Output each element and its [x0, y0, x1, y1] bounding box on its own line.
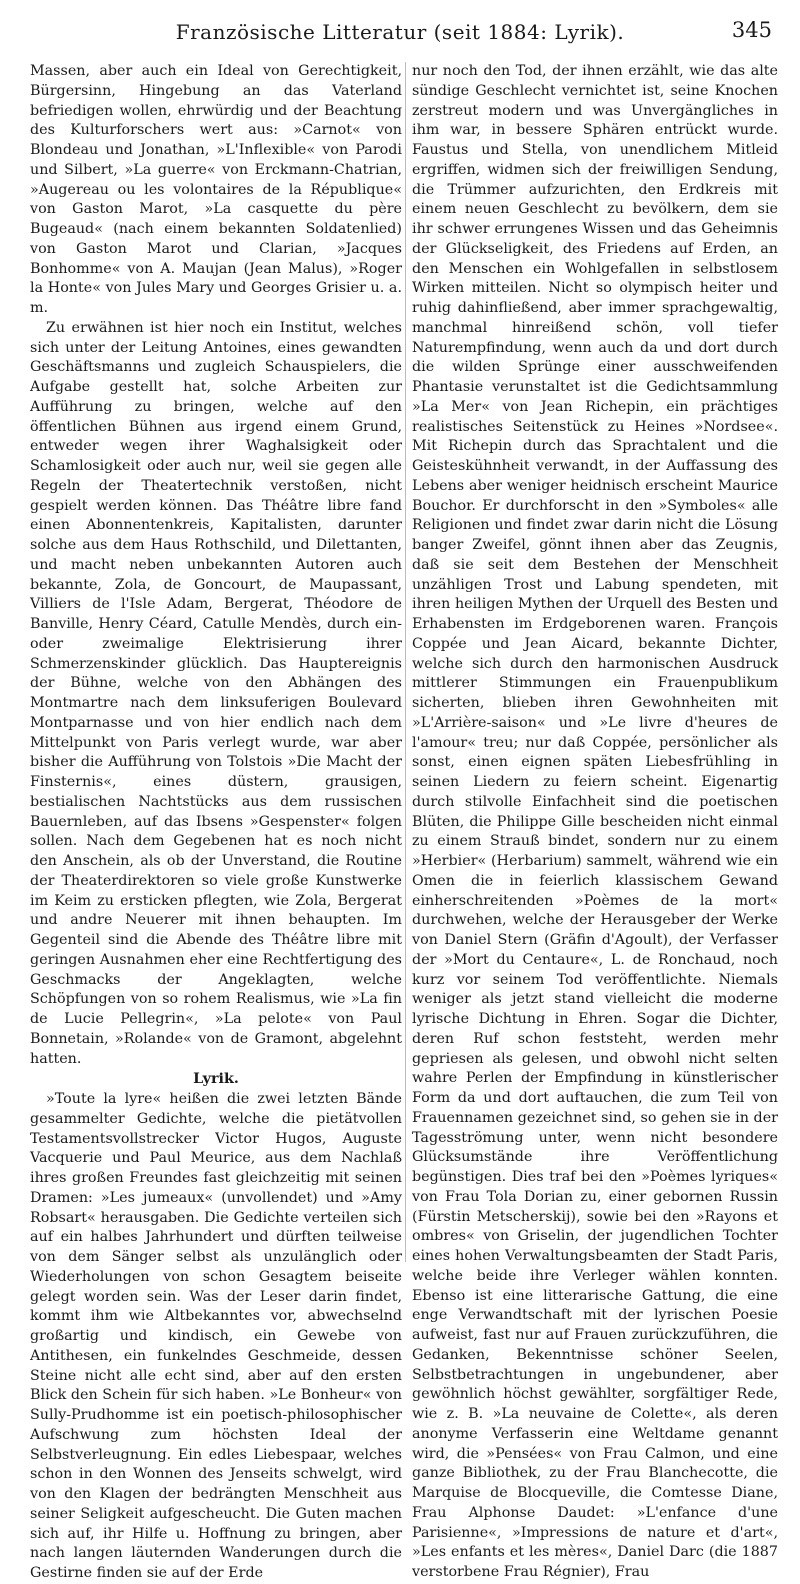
paragraph: Massen, aber auch ein Ideal von Gerechtigkeit, Bürgersinn, Hingebung an das Vaterland befriedigen wollen, ehrwürdig und der Beachtung des Kulturforschers wert aus: »Carnot« von Blondeau und Jonathan, »L'Inflexible« von Parodi und Silbert, »La guerre« von Erckmann-Chatrian, »Augereau ou les volontaires de la République« von Gaston Marot, »La casquette du père Bugeaud« (nach einem bekannten Soldatenlied) von Gaston Marot und Clarian, »Jacques Bonhomme« von A. Maujan (Jean Malus), »Roger la Honte« von Jules Mary und Georges Grisier u. a. m.	[30, 63, 402, 316]
running-title: Französische Litteratur (seit 1884: Lyrik).	[175, 20, 625, 44]
page-number: 345	[731, 18, 772, 42]
paragraph: nur noch den Tod, der ihnen erzählt, wie das alte sündige Geschlecht vernichtet ist, seine Knochen zerstreut modern und was Unvergängliches in ihm war, in bessere Sphären entrückt wurde. Faustus und Stella, von unendlichem Mitleid ergriffen, widmen sich der freiwilligen Sendung, die Trümmer aufzurichten, den Erdkreis mit einem neuen Geschlecht zu bevölkern, dem sie ihr schwer errungenes Wissen und das Geheimnis der Glückseligkeit, des Friedens auf Erden, an den Menschen ein Wohlgefallen in selbstlosem Wirken mitteilen. Nicht so olympisch heiter und ruhig dahinfließend, aber immer sprachgewaltig, manchmal hinreißend schön, voll tiefer Naturempfindung, wenn auch da und dort durch die wilden Sprünge einer ausschweifenden Phantasie verunstaltet ist die Gedichtsammlung »La Mer« von Jean Richepin, ein prächtiges realistisches Seitenstück zu Heines »Nordsee«. Mit Richepin durch das Sprachtalent und die Geisteskühnheit verwandt, in der Auffassung des Lebens aber weniger heidnisch erscheint Maurice Bouchor. Er durchforscht in den »Symboles« alle Religionen und findet zwar darin nicht die Lösung banger Zweifel, gönnt ihnen aber das Zeugnis, daß sie seit dem Bestehen der Menschheit unzähligen Trost und Labung spendeten, mit ihren heiligen Mythen der Urquell des Besten und Erhabensten im Erdgeborenen waren. François Coppée und Jean Aicard, bekannte Dichter, welche sich durch den harmonischen Ausdruck mittlerer Stimmungen ein Frauenpublikum sicherten, blieben ihren Gewohnheiten mit »L'Arrière-saison« und »Le livre d'heures de l'amour« treu; nur daß Coppée, persönlicher als sonst, einen eignen späten Liebesfrühling in seinen Liedern zu feiern scheint. Eigenartig durch stilvolle Einfachheit sind die poetischen Blüten, die Philippe Gille bescheiden nicht einmal zu einem Strauß bindet, sondern nur zu einem »Herbier« (Herbarium) sammelt, während wie ein Omen die in feierlich klassischem Gewand einherschreitenden »Poèmes de la mort« durchwehen, welche der Herausgeber der Werke von Daniel Stern (Gräfin d'Agoult), der Verfasser der »Mort du Centaure«, L. de Ronchaud, noch kurz vor seinem Tod veröffentlichte. Niemals weniger als jetzt stand vielleicht die moderne lyrische Dichtung in Ehren. Sogar die Dichter, deren Ruf schon feststeht, werden mehr gepriesen als gelesen, und obwohl nicht selten wahre Perlen der Empfindung in künstlerischer Form da und dort auftauchen, die zum Teil von Frauennamen gezeichnet sind, so gehen sie in der Tagesströmung unter, wenn nicht besondere Glücksumstände ihre Veröffentlichung begünstigen. Dies traf bei den »Poèmes lyriques« von Frau Tola Dorian zu, einer gebornen Russin (Fürstin Metscherskij), sowie bei den »Rayons et ombres« von Griselin, der jugendlichen Tochter eines hohen Verwaltungsbeamten der Stadt Paris, welche beide ihre Verleger wählen konnten. Ebenso ist eine litterarische Gattung, die eine enge Verwandtschaft mit der lyrischen Poesie aufweist, fast nur auf Frauen zurückzuführen, die Gedanken, Bekenntnisse schöner Seelen, Selbstbetrachtungen in ungebundener, aber gewöhnlich höchst gewählter, sorgfältiger Rede, wie z. B. »La neuvaine de Colette«, als deren anonyme Verfasserin eine Weltdame genannt wird, die »Pensées« von Frau Calmon, und eine ganze Bibliothek, zu der Frau Blanchecotte, die Marquise de Blocqueville, die Comtesse Diane, Frau Alphonse Daudet: »L'enfance d'une Parisienne«, »Impressions de nature et d'art«, »Les enfants et les mères«, Daniel Darc (die 1887 verstorbene Frau Régnier), Frau	[412, 63, 778, 1580]
column-divider	[405, 62, 406, 1262]
page-header	[28, 14, 772, 54]
left-column	[30, 62, 402, 1584]
paragraph: Zu erwähnen ist hier noch ein Institut, welches sich unter der Leitung Antoines, eines gewandten Geschäftsmanns und zugleich Schauspielers, die Aufgabe gestellt hat, solche Arbeiten zur Aufführung zu bringen, welche auf den öffentlichen Bühnen aus irgend einem Grund, entweder wegen ihrer Waghalsigkeit oder Schamlosigkeit oder auch nur, weil sie gegen alle Regeln der Theatertechnik verstoßen, nicht gespielt werden können. Das Théâtre libre fand einen Abonnentenkreis, Kapitalisten, darunter solche aus dem Haus Rothschild, und Dilettanten, und macht neben unbekannten Autoren auch bekannte, Zola, de Goncourt, de Maupassant, Villiers de l'Isle Adam, Bergerat, Théodore de Banville, Henry Céard, Catulle Mendès, durch ein- oder zweimalige Elektrisierung ihrer Schmerzenskinder glücklich. Das Hauptereignis der Bühne, welche von den Abhängen des Montmartre nach dem linksuferigen Boulevard Montparnasse und von hier endlich nach dem Mittelpunkt von Paris verlegt wurde, war aber bisher die Aufführung von Tolstois »Die Macht der Finsternis«, eines düstern, grausigen, bestialischen Nachtstücks aus dem russischen Bauernleben, auf das Ibsens »Gespenster« folgen sollen. Nach dem Gegebenen hat es noch nicht den Anschein, als ob der Unverstand, die Routine der Theaterdirektoren so viele große Kunstwerke im Keim zu ersticken pflegten, wie Zola, Bergerat und andre Neuerer mit ihnen behaupten. Im Gegenteil sind die Abende des Théâtre libre mit geringen Ausnahmen eher eine Rechtfertigung des Geschmacks der Angeklagten, welche Schöpfungen von so rohem Realismus, wie »La fin de Lucie Pellegrin«, »La pelote« von Paul Bonnetain, »Rolande« von de Gramont, abgelehnt hatten.	[30, 319, 402, 1067]
paragraph: »Toute la lyre« heißen die zwei letzten Bände gesammelter Gedichte, welche die pietätvollen Testamentsvollstrecker Victor Hugos, Auguste Vacquerie und Paul Meurice, aus dem Nachlaß ihres großen Freundes fast gleichzeitig mit seinen Dramen: »Les jumeaux« (unvollendet) und »Amy Robsart« herausgaben. Die Gedichte verteilen sich auf ein halbes Jahrhundert und dürften teilweise von dem Sänger selbst als unzulänglich oder Wiederholungen von schon Gesagtem beiseite gelegt worden sein. Was der Leser darin findet, kommt ihm wie Altbekanntes vor, abwechselnd großartig und kindisch, ein Gewebe von Antithesen, ein funkelndes Geschmeide, dessen Steine nicht alle echt sind, aber auf den ersten Blick den Schein für sich haben. »Le Bonheur« von Sully-Prudhomme ist ein poetisch-philosophischer Aufschwung zum höchsten Ideal der Selbstverleugnung. Ein edles Liebespaar, welches schon in den Wonnen des Jenseits schwelgt, wird von den Klagen der bedrängten Menschheit aus seiner Seligkeit aufgescheucht. Die Guten machen sich auf, ihr Hilfe u. Hoffnung zu bringen, aber nach langen läuternden Wanderungen durch die Gestirne finden sie auf der Erde	[30, 1091, 402, 1581]
right-column	[412, 62, 778, 1583]
section-heading: Lyrik.	[193, 1071, 239, 1088]
